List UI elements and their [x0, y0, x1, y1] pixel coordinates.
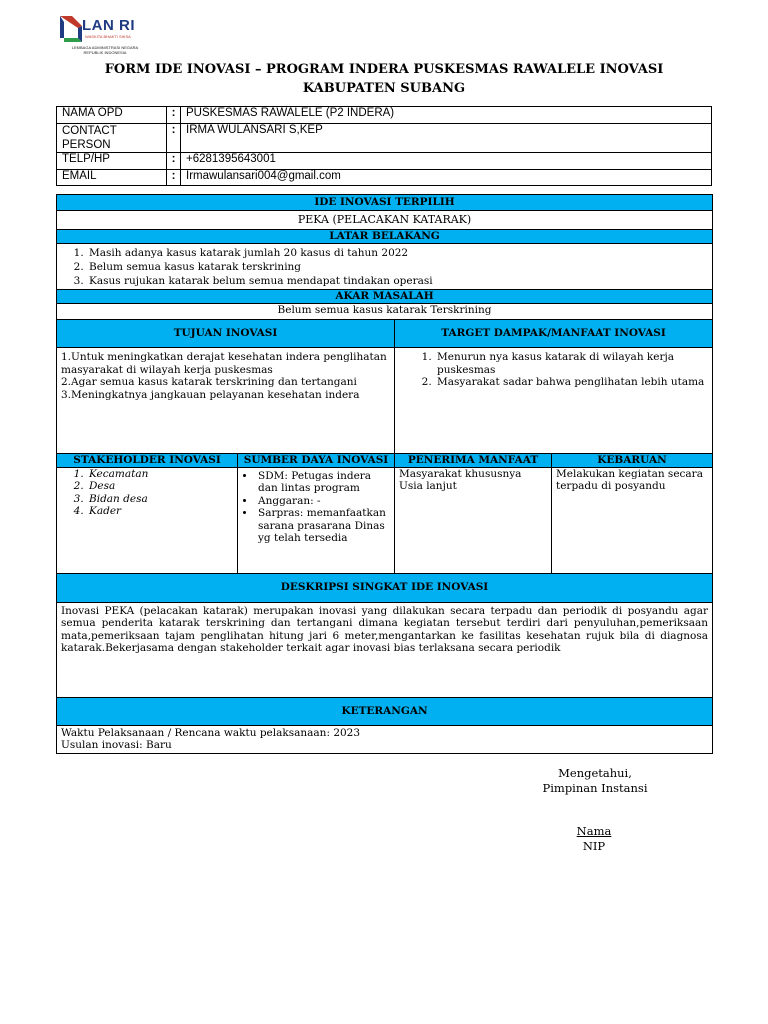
info-separator: :: [167, 107, 181, 124]
sumber-daya-header: SUMBER DAYA INOVASI: [238, 454, 395, 468]
lan-ri-logo: [58, 14, 148, 58]
tujuan-inovasi-cell: [57, 348, 395, 454]
stakeholder-list: [61, 468, 233, 518]
list-item: 2. Masyarakat sadar bahwa penglihatan lebih utama: [435, 376, 708, 389]
penerima-manfaat-header: PENERIMA MANFAAT: [395, 454, 552, 468]
kebaruan-cell: Melakukan kegiatan secara terpadu di posyandu: [552, 467, 713, 573]
list-item: 2. Belum semua kasus katarak terskrining: [87, 260, 708, 274]
tujuan-inovasi-header: TUJUAN INOVASI: [57, 320, 395, 348]
tujuan-line: 1.Untuk meningkatkan derajat kesehatan indera penglihatan masyarakat di wilayah kerja puskesmas: [61, 351, 387, 376]
target-dampak-header: TARGET DAMPAK/MANFAAT INOVASI: [395, 320, 713, 348]
info-label: CONTACT PERSON: [57, 124, 167, 153]
signature-line2: Pimpinan Instansi: [542, 781, 648, 795]
info-row-email: [57, 170, 712, 186]
akar-masalah-header: AKAR MASALAH: [57, 290, 713, 304]
list-item: 1. Menurun nya kasus katarak di wilayah kerja puskesmas: [435, 351, 708, 376]
info-row-telp: [57, 153, 712, 170]
latar-belakang-list: [61, 246, 708, 288]
sumber-daya-cell: [238, 467, 395, 573]
list-item: 3. Bidan desa: [87, 493, 233, 506]
info-table: [56, 106, 712, 186]
signature-line1: Mengetahui,: [558, 766, 632, 780]
signature-nip: NIP: [582, 839, 606, 853]
info-value: Irmawulansari004@gmail.com: [181, 170, 712, 186]
info-label: EMAIL: [57, 170, 167, 186]
tujuan-line: 3.Meningkatnya jangkauan pelayanan kesehatan indera: [61, 388, 360, 401]
deskripsi-header: DESKRIPSI SINGKAT IDE INOVASI: [57, 573, 713, 602]
akar-masalah-value: Belum semua kasus katarak Terskrining: [57, 304, 713, 320]
latar-belakang-cell: [57, 244, 713, 290]
list-item: • Sarpras: memanfaatkan sarana prasarana Dinas yg telah tersedia: [256, 507, 390, 545]
lan-ri-emblem-icon: [58, 14, 84, 44]
info-row-contact: [57, 124, 712, 153]
keterangan-cell: [57, 725, 713, 753]
tujuan-line: 2.Agar semua kasus katarak terskrining dan tertangani: [61, 376, 357, 388]
list-item: 1. Masih adanya kasus katarak jumlah 20 kasus di tahun 2022: [87, 246, 708, 260]
info-value: PUSKESMAS RAWALELE (P2 INDERA): [181, 107, 712, 124]
ide-terpilih-value: PEKA (PELACAKAN KATARAK): [57, 211, 713, 230]
kebaruan-header: KEBARUAN: [552, 454, 713, 468]
info-row-opd: [57, 107, 712, 124]
signature-block: [520, 766, 670, 796]
signature-name-block: [534, 824, 654, 854]
innovation-form-table: [56, 194, 713, 754]
sumber-daya-list: [242, 470, 390, 545]
info-separator: :: [167, 124, 181, 153]
logo-subtitle: LEMBAGA ADMINISTRASI NEGARA REPUBLIK INDONESIA: [71, 45, 139, 55]
deskripsi-cell: Inovasi PEKA (pelacakan katarak) merupakan inovasi yang dilakukan secara terpadu dan periodik di posyandu agar semua penderita katarak terskrining dan tertangani dimana kegiatan tersebut terdiri dari penyuluhan,pemeriksaan mata,pemeriksaan tajam penglihatan hitung jari 6 meter,mengantarkan ke fasilitas kesehatan rujuk bila di diagnosa katarak.Bekerjasama dengan stakeholder terkait agar inovasi bias terlaksana secara periodik: [57, 602, 713, 697]
page-title: FORM IDE INOVASI – PROGRAM INDERA PUSKESMAS RAWALELE INOVASI KABUPATEN SUBANG: [104, 62, 664, 96]
info-separator: :: [167, 170, 181, 186]
target-dampak-list: [399, 351, 708, 389]
keterangan-header: KETERANGAN: [57, 697, 713, 725]
ide-terpilih-header: IDE INOVASI TERPILIH: [57, 195, 713, 211]
info-label: NAMA OPD: [57, 107, 167, 124]
info-label: TELP/HP: [57, 153, 167, 170]
logo-brand: LAN RI: [82, 17, 135, 34]
keterangan-line: Waktu Pelaksanaan / Rencana waktu pelaksanaan: 2023: [61, 726, 361, 739]
latar-belakang-header: LATAR BELAKANG: [57, 230, 713, 244]
info-value: +6281395643001: [181, 153, 712, 170]
target-dampak-cell: [395, 348, 713, 454]
list-item: 3. Kasus rujukan katarak belum semua mendapat tindakan operasi: [87, 274, 708, 288]
stakeholder-header: STAKEHOLDER INOVASI: [57, 454, 238, 468]
list-item: 1. Kecamatan: [87, 468, 233, 481]
list-item: 2. Desa: [87, 480, 233, 493]
keterangan-line: Usulan inovasi: Baru: [61, 739, 172, 751]
stakeholder-cell: [57, 467, 238, 573]
penerima-manfaat-cell: Masyarakat khususnya Usia lanjut: [395, 467, 552, 573]
list-item: • Anggaran: -: [256, 495, 390, 508]
list-item: 4. Kader: [87, 505, 233, 518]
info-value: IRMA WULANSARI S,KEP: [181, 124, 712, 153]
signature-name: Nama: [576, 824, 612, 838]
logo-tagline: WASKITA BHAKTI SIKSA: [85, 34, 131, 39]
info-separator: :: [167, 153, 181, 170]
list-item: • SDM: Petugas indera dan lintas program: [256, 470, 390, 495]
